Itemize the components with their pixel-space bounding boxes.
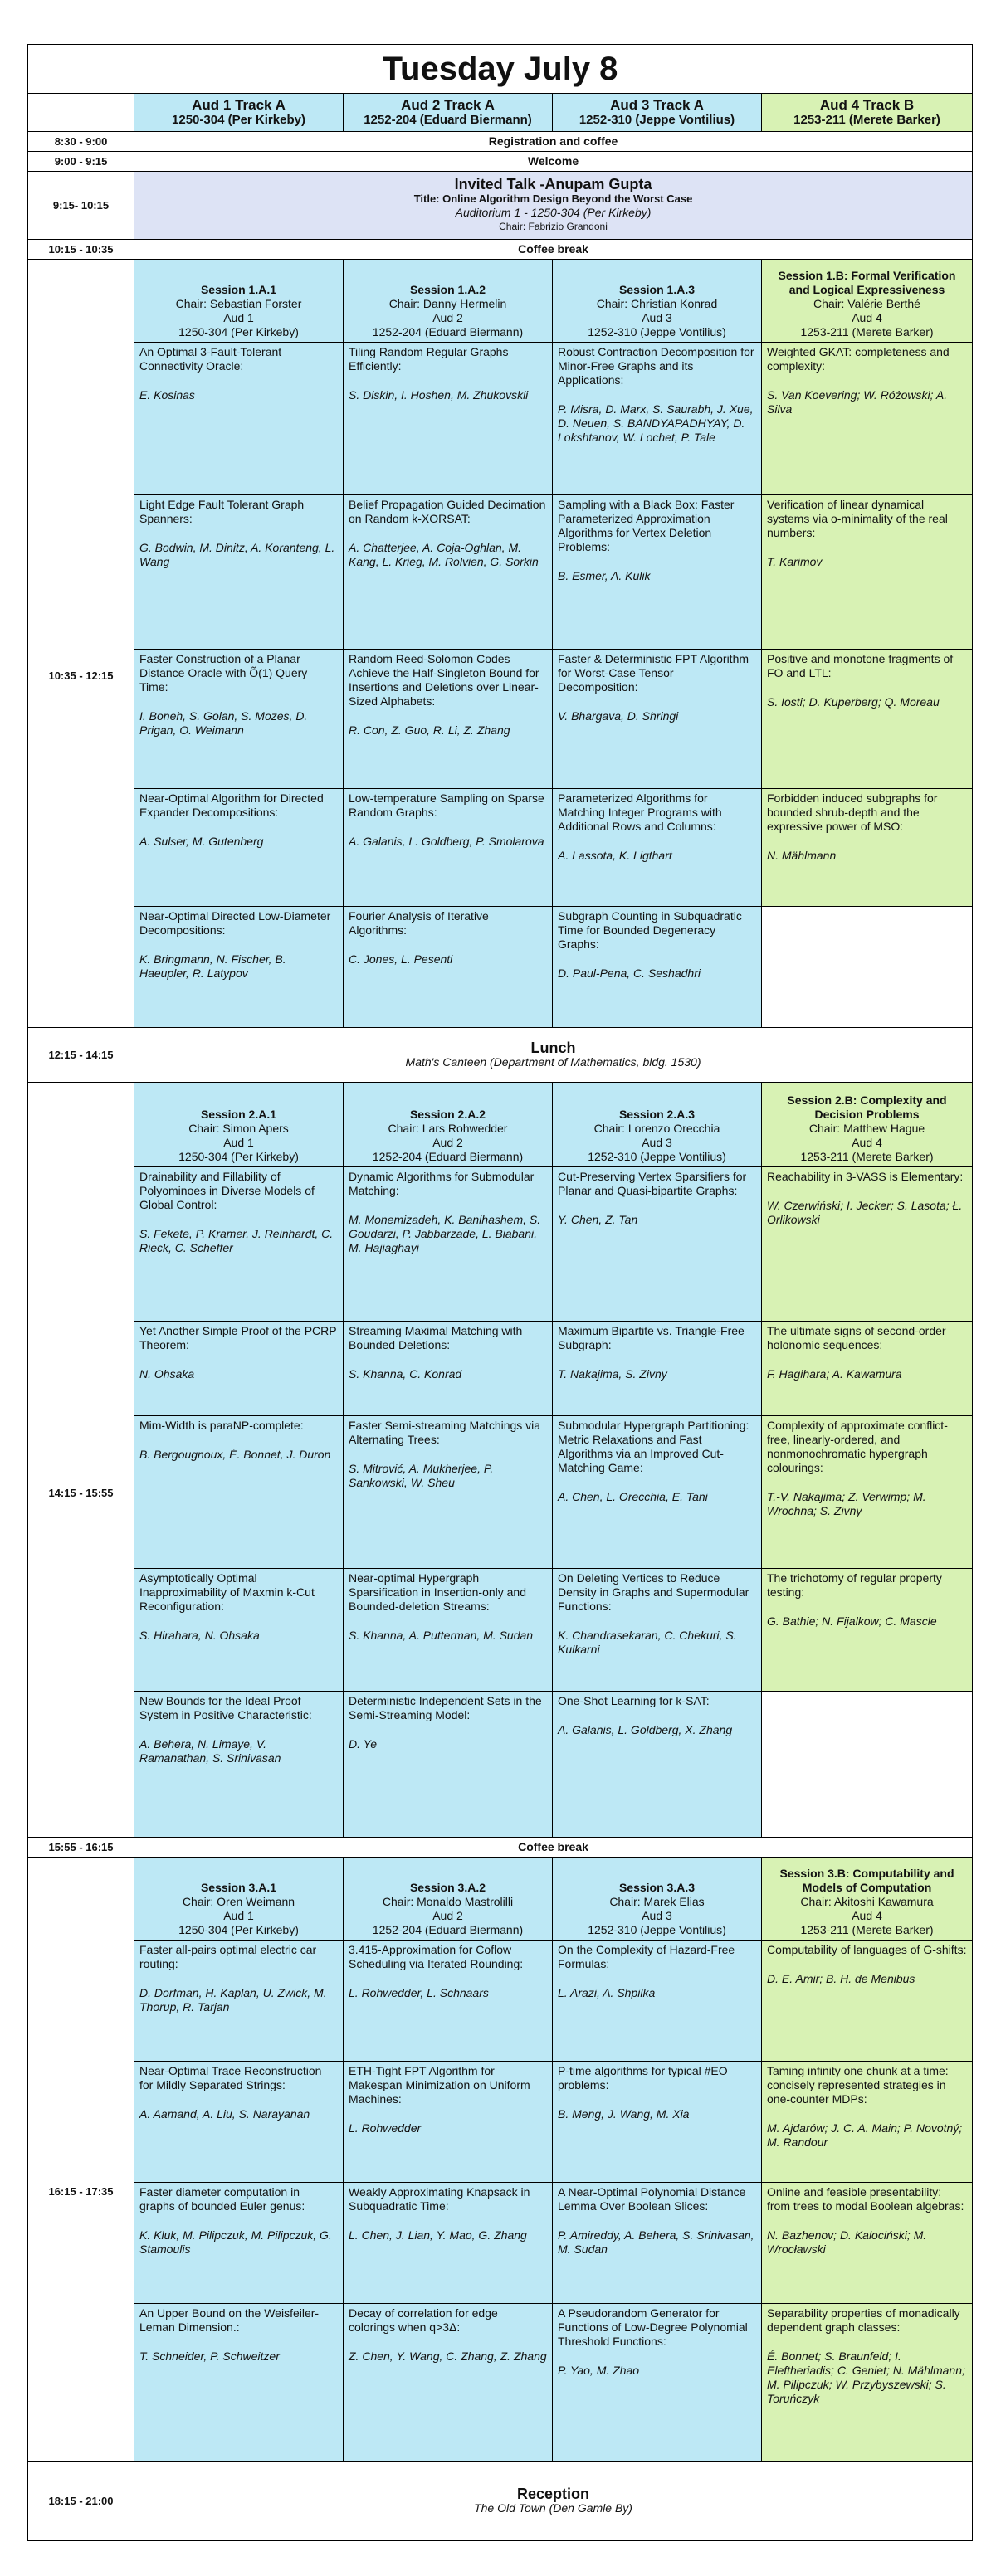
paper-cell (134, 1692, 344, 1838)
paper-authors: V. Bhargava, D. Shringi (558, 709, 679, 723)
paper-authors: P. Amireddy, A. Behera, S. Srinivasan, M. Sudan (558, 2228, 754, 2256)
session-aud: Aud 1 (223, 1136, 254, 1149)
paper-authors: S. Mitrović, A. Mukherjee, P. Sankowski, W. Sheu (349, 1462, 494, 1489)
track-header-2 (344, 94, 553, 132)
session-name: Session 2.A.2 (409, 1108, 486, 1121)
session-chair: Chair: Akitoshi Kawamura (800, 1895, 934, 1908)
paper-title: Random Reed-Solomon Codes Achieve the Half-Singleton Bound for Insertions and Deletions over Linear-Sized Alphabets: (349, 652, 540, 708)
track-name: Aud 1 Track A (192, 97, 286, 113)
session-room: 1252-310 (Jeppe Vontilius) (588, 325, 726, 338)
paper-title: Subgraph Counting in Subquadratic Time for Bounded Degeneracy Graphs: (558, 909, 742, 951)
paper-title: New Bounds for the Ideal Proof System in Positive Characteristic: (139, 1694, 312, 1721)
paper-authors: T. Schneider, P. Schweitzer (139, 2350, 280, 2363)
time-slot: 9:15- 10:15 (28, 172, 134, 240)
coffee-break-event: Coffee break (134, 1838, 973, 1858)
paper-title: Faster Semi-streaming Matchings via Alternating Trees: (349, 1419, 541, 1446)
paper-authors: N. Bazhenov; D. Kalociński; M. Wrocławski (767, 2228, 927, 2256)
session-room: 1252-204 (Eduard Biermann) (372, 1923, 524, 1936)
time-slot: 18:15 - 21:00 (28, 2462, 134, 2541)
paper-cell (344, 650, 553, 789)
paper-title: Fourier Analysis of Iterative Algorithms: (349, 909, 489, 937)
session-header (344, 1858, 553, 1941)
paper-cell (134, 1569, 344, 1692)
session-aud: Aud 3 (642, 1909, 672, 1922)
session-name: Session 1.A.1 (200, 283, 277, 296)
paper-authors: S. Fekete, P. Kramer, J. Reinhardt, C. Rieck, C. Scheffer (139, 1227, 334, 1254)
paper-cell (344, 789, 553, 907)
paper-cell (762, 343, 973, 495)
paper-cell (344, 2183, 553, 2304)
reception-heading: Reception (517, 2485, 590, 2502)
track-room: 1250-304 (Per Kirkeby) (172, 113, 305, 127)
paper-authors: T. Karimov (767, 555, 823, 568)
session-room: 1253-211 (Merete Barker) (800, 325, 934, 338)
paper-authors: P. Misra, D. Marx, S. Saurabh, J. Xue, D. Neuen, S. BANDYAPADHYAY, D. Lokshtanov, W. Lochet, P. Tale (558, 402, 754, 444)
paper-authors: P. Yao, M. Zhao (558, 2364, 640, 2377)
paper-cell (344, 495, 553, 650)
paper-cell (762, 1569, 973, 1692)
time-slot: 9:00 - 9:15 (28, 152, 134, 172)
session-chair: Chair: Simon Apers (188, 1122, 289, 1135)
page-title: Tuesday July 8 (28, 45, 973, 94)
paper-title: An Optimal 3-Fault-Tolerant Connectivity Oracle: (139, 345, 282, 373)
session-chair: Chair: Danny Hermelin (388, 297, 507, 310)
session-aud: Aud 2 (432, 1136, 463, 1149)
paper-authors: T. Nakajima, S. Zivny (558, 1367, 667, 1381)
paper-cell (553, 1569, 762, 1692)
paper-authors: D. E. Amir; B. H. de Menibus (767, 1972, 915, 1985)
paper-cell (134, 2062, 344, 2183)
session-name: Session 3.A.2 (409, 1881, 486, 1894)
paper-title: Asymptotically Optimal Inapproximability of Maxmin k-Cut Reconfiguration: (139, 1571, 315, 1613)
paper-authors: A. Galanis, L. Goldberg, P. Smolarova (349, 835, 544, 848)
paper-authors: B. Esmer, A. Kulik (558, 569, 651, 582)
session-header (553, 1083, 762, 1167)
paper-authors: A. Behera, N. Limaye, V. Ramanathan, S. Srinivasan (139, 1737, 281, 1765)
session-header (762, 260, 973, 343)
paper-title: Weakly Approximating Knapsack in Subquadratic Time: (349, 2185, 530, 2213)
paper-cell (553, 907, 762, 1028)
lunch-heading: Lunch (530, 1039, 576, 1056)
paper-authors: W. Czerwiński; I. Jecker; S. Lasota; Ł. Orlikowski (767, 1199, 963, 1226)
paper-authors: D. Paul-Pena, C. Seshadhri (558, 967, 701, 980)
paper-title: Verification of linear dynamical systems via o-minimality of the real numbers: (767, 498, 948, 539)
paper-title: Submodular Hypergraph Partitioning: Metric Relaxations and Fast Algorithms via an Improved Cut-Matching Game: (558, 1419, 749, 1474)
paper-authors: L. Chen, J. Lian, Y. Mao, G. Zhang (349, 2228, 527, 2242)
paper-authors: M. Monemizadeh, K. Banihashem, S. Goudarzi, P. Jabbarzade, L. Biabani, M. Hajiaghayi (349, 1213, 541, 1254)
paper-authors: S. Hirahara, N. Ohsaka (139, 1629, 260, 1642)
paper-cell (762, 2183, 973, 2304)
session-chair: Chair: Christian Konrad (596, 297, 718, 310)
paper-cell (553, 2062, 762, 2183)
paper-title: Complexity of approximate conflict-free, linearly-ordered, and nonmonochromatic hypergraph colourings: (767, 1419, 948, 1474)
paper-authors: G. Bodwin, M. Dinitz, A. Koranteng, L. Wang (139, 541, 335, 568)
paper-cell (344, 343, 553, 495)
paper-authors: R. Con, Z. Guo, R. Li, Z. Zhang (349, 723, 510, 737)
track-room: 1252-204 (Eduard Biermann) (364, 113, 532, 127)
track-header-3 (553, 94, 762, 132)
track-room: 1252-310 (Jeppe Vontilius) (579, 113, 735, 127)
paper-title: Decay of correlation for edge colorings when q>3Δ: (349, 2306, 498, 2334)
corner-cell (28, 94, 134, 132)
session-room: 1252-204 (Eduard Biermann) (372, 1150, 524, 1163)
session-chair: Chair: Valérie Berthé (813, 297, 920, 310)
paper-cell (134, 907, 344, 1028)
session-header (134, 1858, 344, 1941)
session-room: 1252-310 (Jeppe Vontilius) (588, 1150, 726, 1163)
track-name: Aud 4 Track B (819, 97, 915, 113)
paper-authors: D. Dorfman, H. Kaplan, U. Zwick, M. Thorup, R. Tarjan (139, 1986, 327, 2014)
paper-cell (762, 2304, 973, 2462)
paper-cell (762, 1416, 973, 1569)
session-chair: Chair: Sebastian Forster (175, 297, 302, 310)
invited-title: Title: Online Algorithm Design Beyond the Worst Case (413, 192, 693, 205)
session-aud: Aud 3 (642, 1136, 672, 1149)
paper-cell (553, 789, 762, 907)
session-name: Session 3.A.3 (618, 1881, 696, 1894)
paper-authors: A. Aamand, A. Liu, S. Narayanan (139, 2107, 310, 2121)
invited-heading: Invited Talk -Anupam Gupta (454, 175, 652, 192)
schedule-table (27, 44, 973, 2541)
time-slot: 16:15 - 17:35 (28, 1858, 134, 2462)
paper-authors: C. Jones, L. Pesenti (349, 952, 453, 966)
paper-title: On Deleting Vertices to Reduce Density in Graphs and Supermodular Functions: (558, 1571, 749, 1613)
paper-authors: A. Chatterjee, A. Coja-Oghlan, M. Kang, L. Krieg, M. Rolvien, G. Sorkin (349, 541, 539, 568)
session-header (762, 1858, 973, 1941)
paper-title: Streaming Maximal Matching with Bounded Deletions: (349, 1324, 523, 1351)
paper-cell (134, 1941, 344, 2062)
paper-authors: I. Boneh, S. Golan, S. Mozes, D. Prigan, O. Weimann (139, 709, 308, 737)
session-aud: Aud 4 (852, 1909, 882, 1922)
paper-authors: E. Kosinas (139, 388, 195, 402)
paper-cell (134, 1322, 344, 1416)
paper-cell (134, 1167, 344, 1322)
session-header (344, 1083, 553, 1167)
paper-authors: S. Iosti; D. Kuperberg; Q. Moreau (767, 695, 940, 709)
session-aud: Aud 2 (432, 311, 463, 324)
time-slot: 8:30 - 9:00 (28, 132, 134, 152)
session-name: Session 3.B: Computability and Models of Computation (779, 1867, 954, 1894)
welcome-event: Welcome (134, 152, 973, 172)
lunch-location: Math's Canteen (Department of Mathematics, bldg. 1530) (405, 1054, 701, 1069)
paper-title: 3.415-Approximation for Coflow Scheduling via Iterated Rounding: (349, 1943, 524, 1970)
track-room: 1253-211 (Merete Barker) (793, 113, 940, 127)
paper-title: Yet Another Simple Proof of the PCRP Theorem: (139, 1324, 337, 1351)
paper-title: Near-Optimal Algorithm for Directed Expander Decompositions: (139, 791, 324, 819)
session-header (344, 260, 553, 343)
paper-cell (344, 1167, 553, 1322)
paper-authors: M. Ajdarów; J. C. A. Main; P. Novotný; M. Randour (767, 2121, 963, 2149)
paper-title: Positive and monotone fragments of FO and LTL: (767, 652, 954, 679)
session-aud: Aud 3 (642, 311, 672, 324)
reception-location: The Old Town (Den Gamle By) (474, 2501, 632, 2515)
paper-cell (762, 650, 973, 789)
paper-cell (134, 650, 344, 789)
paper-cell (553, 2304, 762, 2462)
paper-cell (134, 2183, 344, 2304)
paper-authors: T.-V. Nakajima; Z. Verwimp; M. Wrochna; S. Zivny (767, 1490, 926, 1517)
paper-cell (762, 1167, 973, 1322)
empty-cell (762, 1692, 973, 1838)
session-chair: Chair: Lars Rohwedder (388, 1122, 508, 1135)
session-room: 1250-304 (Per Kirkeby) (178, 325, 299, 338)
paper-title: Drainability and Fillability of Polyominoes in Diverse Models of Global Control: (139, 1170, 315, 1211)
paper-cell (344, 1416, 553, 1569)
session-header (134, 260, 344, 343)
session-chair: Chair: Monaldo Mastrolilli (382, 1895, 514, 1908)
session-aud: Aud 4 (852, 311, 882, 324)
session-chair: Chair: Marek Elias (609, 1895, 705, 1908)
paper-title: Near-optimal Hypergraph Sparsification in Insertion-only and Bounded-deletion Streams: (349, 1571, 527, 1613)
paper-authors: A. Galanis, L. Goldberg, X. Zhang (558, 1723, 733, 1736)
time-slot: 10:15 - 10:35 (28, 240, 134, 260)
paper-cell (553, 1322, 762, 1416)
paper-title: A Pseudorandom Generator for Functions of Low-Degree Polynomial Threshold Functions: (558, 2306, 748, 2348)
session-chair: Chair: Lorenzo Orecchia (593, 1122, 720, 1135)
paper-authors: L. Arazi, A. Shpilka (558, 1986, 656, 1999)
time-slot: 15:55 - 16:15 (28, 1838, 134, 1858)
lunch-event (134, 1028, 973, 1083)
session-aud: Aud 1 (223, 311, 254, 324)
paper-title: Reachability in 3-VASS is Elementary: (767, 1170, 964, 1183)
paper-title: Taming infinity one chunk at a time: concisely represented strategies in one-counter MDPs: (767, 2064, 949, 2106)
paper-title: The ultimate signs of second-order holonomic sequences: (767, 1324, 946, 1351)
session-room: 1252-310 (Jeppe Vontilius) (588, 1923, 726, 1936)
paper-title: Near-Optimal Directed Low-Diameter Decompositions: (139, 909, 331, 937)
session-name: Session 1.A.2 (409, 283, 486, 296)
paper-authors: K. Bringmann, N. Fischer, B. Haeupler, R. Latypov (139, 952, 286, 980)
paper-cell (762, 495, 973, 650)
track-header-4 (762, 94, 973, 132)
paper-title: Separability properties of monadically dependent graph classes: (767, 2306, 960, 2334)
paper-cell (134, 1416, 344, 1569)
paper-title: Belief Propagation Guided Decimation on Random k-XORSAT: (349, 498, 546, 525)
paper-authors: B. Meng, J. Wang, M. Xia (558, 2107, 690, 2121)
paper-cell (344, 907, 553, 1028)
paper-cell (134, 495, 344, 650)
paper-cell (553, 343, 762, 495)
session-name: Session 2.A.1 (200, 1108, 277, 1121)
empty-cell (762, 907, 973, 1028)
paper-authors: K. Chandrasekaran, C. Chekuri, S. Kulkarni (558, 1629, 737, 1656)
paper-title: Faster & Deterministic FPT Algorithm for Worst-Case Tensor Decomposition: (558, 652, 749, 694)
paper-cell (553, 1416, 762, 1569)
paper-authors: S. Khanna, C. Konrad (349, 1367, 462, 1381)
time-slot: 12:15 - 14:15 (28, 1028, 134, 1083)
paper-cell (553, 1941, 762, 2062)
paper-authors: N. Ohsaka (139, 1367, 195, 1381)
paper-title: Deterministic Independent Sets in the Semi-Streaming Model: (349, 1694, 542, 1721)
invited-chair: Chair: Fabrizio Grandoni (499, 220, 608, 232)
paper-authors: G. Bathie; N. Fijalkow; C. Mascle (767, 1614, 937, 1628)
paper-authors: N. Mählmann (767, 849, 837, 862)
paper-cell (762, 789, 973, 907)
paper-authors: F. Hagihara; A. Kawamura (767, 1367, 902, 1381)
paper-authors: A. Lassota, K. Ligthart (558, 849, 672, 862)
paper-title: An Upper Bound on the Weisfeiler-Leman Dimension.: (139, 2306, 320, 2334)
paper-title: Sampling with a Black Box: Faster Parameterized Approximation Algorithms for Vertex Deletion Problems: (558, 498, 735, 553)
paper-cell (344, 2304, 553, 2462)
session-header (134, 1083, 344, 1167)
registration-event: Registration and coffee (134, 132, 973, 152)
track-name: Aud 2 Track A (401, 97, 495, 113)
paper-title: ETH-Tight FPT Algorithm for Makespan Minimization on Uniform Machines: (349, 2064, 530, 2106)
session-name: Session 1.A.3 (618, 283, 696, 296)
paper-cell (134, 789, 344, 907)
session-name: Session 2.A.3 (618, 1108, 696, 1121)
paper-authors: A. Chen, L. Orecchia, E. Tani (558, 1490, 708, 1503)
paper-cell (762, 2062, 973, 2183)
paper-title: A Near-Optimal Polynomial Distance Lemma Over Boolean Slices: (558, 2185, 746, 2213)
session-name: Session 1.B: Formal Verification and Logical Expressiveness (778, 269, 956, 296)
session-room: 1252-204 (Eduard Biermann) (372, 325, 524, 338)
paper-cell (344, 1941, 553, 2062)
invited-location: Auditorium 1 - 1250-304 (Per Kirkeby) (455, 205, 652, 219)
paper-authors: É. Bonnet; S. Braunfeld; I. Eleftheriadis; C. Geniet; N. Mählmann; M. Pilipczuk; W. Przybyszewski; S. Toruńczyk (767, 2350, 965, 2405)
session-aud: Aud 1 (223, 1909, 254, 1922)
paper-title: The trichotomy of regular property testing: (767, 1571, 942, 1599)
session-name: Session 3.A.1 (200, 1881, 277, 1894)
session-header (553, 1858, 762, 1941)
session-room: 1253-211 (Merete Barker) (800, 1923, 934, 1936)
session-room: 1250-304 (Per Kirkeby) (178, 1923, 299, 1936)
paper-title: One-Shot Learning for k-SAT: (558, 1694, 710, 1707)
paper-authors: Y. Chen, Z. Tan (558, 1213, 638, 1226)
paper-cell (553, 650, 762, 789)
paper-cell (762, 1941, 973, 2062)
invited-talk (134, 172, 973, 240)
paper-title: Faster all-pairs optimal electric car routing: (139, 1943, 317, 1970)
paper-cell (344, 1692, 553, 1838)
paper-authors: L. Rohwedder (349, 2121, 422, 2135)
paper-authors: S. Diskin, I. Hoshen, M. Zhukovskii (349, 388, 529, 402)
paper-authors: Z. Chen, Y. Wang, C. Zhang, Z. Zhang (349, 2350, 547, 2363)
paper-cell (344, 1569, 553, 1692)
paper-title: Cut-Preserving Vertex Sparsifiers for Planar and Quasi-bipartite Graphs: (558, 1170, 747, 1197)
paper-title: Faster diameter computation in graphs of bounded Euler genus: (139, 2185, 305, 2213)
coffee-break-event: Coffee break (134, 240, 973, 260)
paper-title: Maximum Bipartite vs. Triangle-Free Subgraph: (558, 1324, 745, 1351)
paper-cell (134, 2304, 344, 2462)
paper-cell (553, 2183, 762, 2304)
paper-authors: L. Rohwedder, L. Schnaars (349, 1986, 489, 1999)
paper-cell (344, 2062, 553, 2183)
paper-title: Light Edge Fault Tolerant Graph Spanners: (139, 498, 305, 525)
paper-title: Online and feasible presentability: from trees to modal Boolean algebras: (767, 2185, 964, 2213)
session-aud: Aud 4 (852, 1136, 882, 1149)
session-room: 1250-304 (Per Kirkeby) (178, 1150, 299, 1163)
paper-cell (553, 1167, 762, 1322)
paper-authors: S. Khanna, A. Putterman, M. Sudan (349, 1629, 534, 1642)
paper-title: Near-Optimal Trace Reconstruction for Mildly Separated Strings: (139, 2064, 322, 2091)
paper-title: Forbidden induced subgraphs for bounded shrub-depth and the expressive power of MSO: (767, 791, 938, 833)
reception-event (134, 2462, 973, 2541)
paper-cell (344, 1322, 553, 1416)
paper-authors: D. Ye (349, 1737, 377, 1751)
track-header-1 (134, 94, 344, 132)
paper-title: Faster Construction of a Planar Distance Oracle with Õ(1) Query Time: (139, 652, 308, 694)
paper-authors: B. Bergougnoux, É. Bonnet, J. Duron (139, 1448, 331, 1461)
paper-authors: A. Sulser, M. Gutenberg (139, 835, 264, 848)
paper-cell (553, 1692, 762, 1838)
time-slot: 10:35 - 12:15 (28, 260, 134, 1028)
paper-title: Computability of languages of G-shifts: (767, 1943, 967, 1956)
paper-cell (134, 343, 344, 495)
session-header (553, 260, 762, 343)
session-header (762, 1083, 973, 1167)
paper-title: P-time algorithms for typical #EO problems: (558, 2064, 728, 2091)
paper-title: Low-temperature Sampling on Sparse Random Graphs: (349, 791, 544, 819)
paper-title: Mim-Width is paraNP-complete: (139, 1419, 304, 1432)
paper-title: Robust Contraction Decomposition for Minor-Free Graphs and its Applications: (558, 345, 754, 387)
paper-cell (762, 1322, 973, 1416)
paper-title: Tiling Random Regular Graphs Efficiently: (349, 345, 509, 373)
session-name: Session 2.B: Complexity and Decision Problems (787, 1093, 947, 1121)
track-name: Aud 3 Track A (610, 97, 704, 113)
session-aud: Aud 2 (432, 1909, 463, 1922)
paper-title: Dynamic Algorithms for Submodular Matching: (349, 1170, 535, 1197)
paper-authors: S. Van Koevering; W. Różowski; A. Silva (767, 388, 948, 416)
time-slot: 14:15 - 15:55 (28, 1083, 134, 1838)
paper-authors: K. Kluk, M. Pilipczuk, M. Pilipczuk, G. Stamoulis (139, 2228, 332, 2256)
session-chair: Chair: Matthew Hague (808, 1122, 925, 1135)
paper-title: Weighted GKAT: completeness and complexity: (767, 345, 950, 373)
paper-title: Parameterized Algorithms for Matching Integer Programs with Additional Rows and Columns: (558, 791, 722, 833)
paper-cell (553, 495, 762, 650)
session-chair: Chair: Oren Weimann (182, 1895, 295, 1908)
paper-title: On the Complexity of Hazard-Free Formulas: (558, 1943, 735, 1970)
session-room: 1253-211 (Merete Barker) (800, 1150, 934, 1163)
